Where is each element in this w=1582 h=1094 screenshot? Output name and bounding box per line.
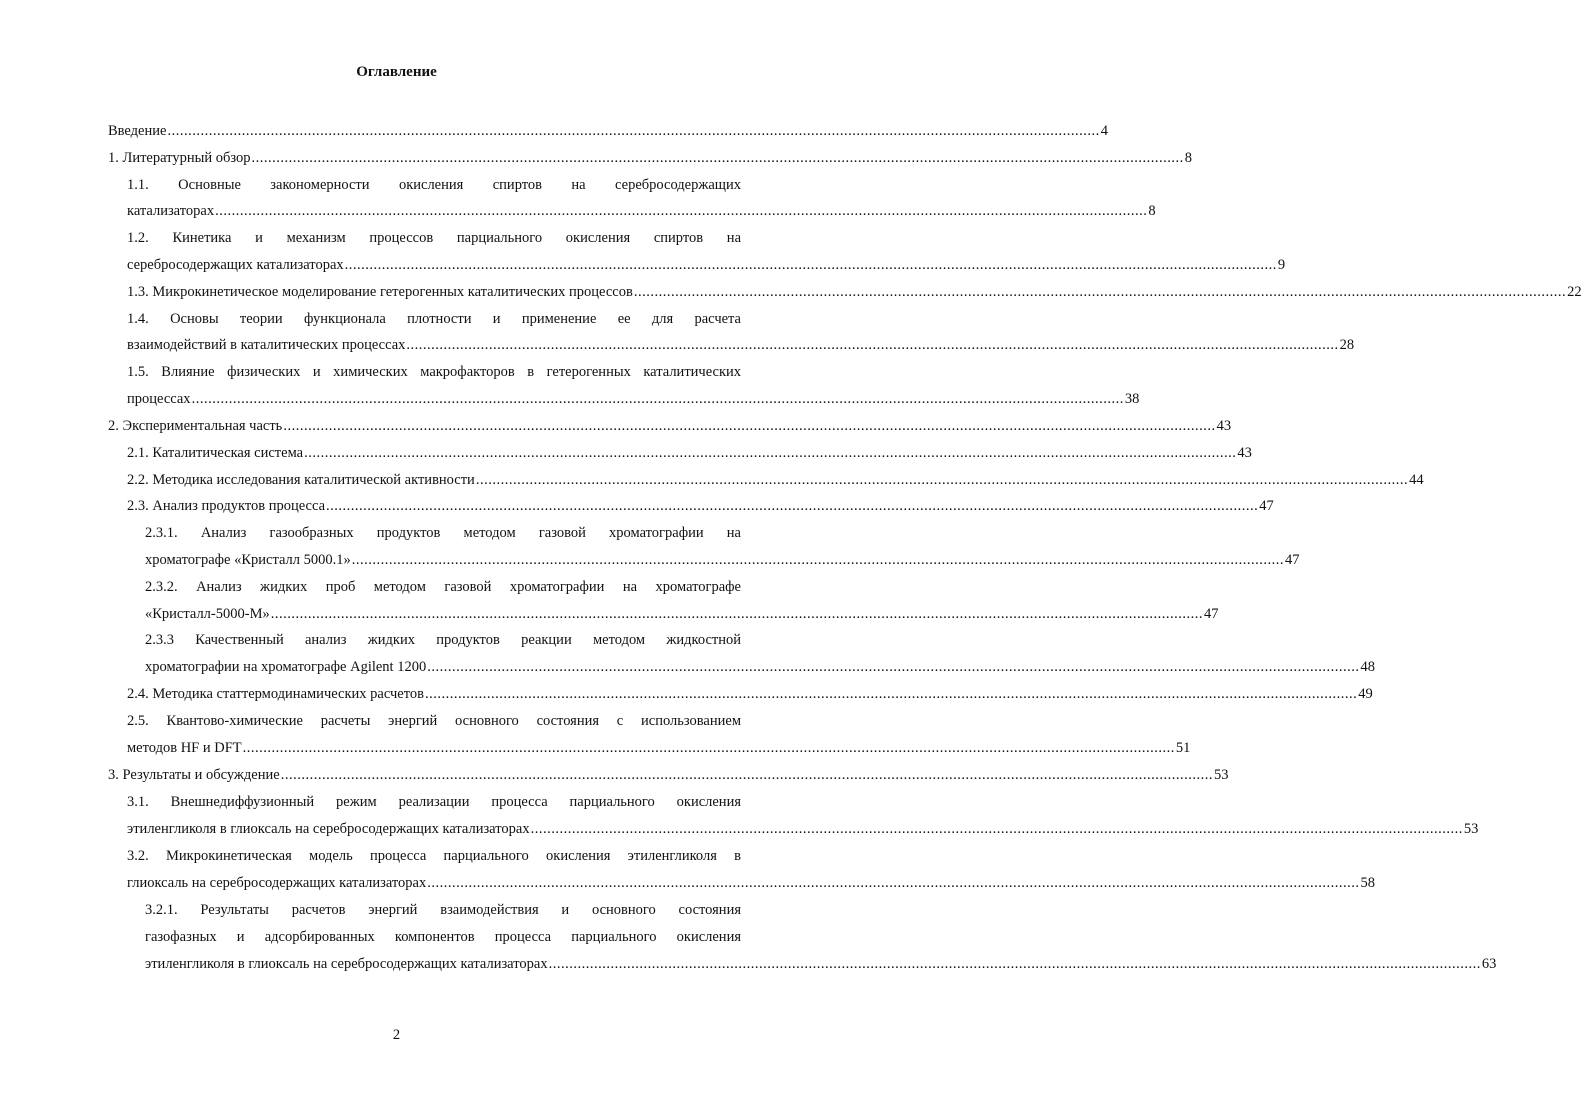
toc-entry-1-2-line-1[interactable]: 1.2. Кинетика и механизм процессов парциального окисления спиртов на <box>127 230 741 246</box>
toc-entry-title: серебросодержащих катализаторах <box>127 257 344 273</box>
toc-entry-title: 2.2. Методика исследования каталитической активности <box>127 472 475 488</box>
toc-entry-title: хроматографе «Кристалл 5000.1» <box>145 552 351 568</box>
toc-entry-page: 44 <box>1409 472 1424 488</box>
toc-entry-chapter-1[interactable] <box>108 149 1192 167</box>
toc-entry-3-1[interactable] <box>127 820 1479 838</box>
toc-entry-1-3[interactable] <box>127 283 1582 301</box>
toc-entry-title: 3. Результаты и обсуждение <box>108 767 280 783</box>
toc-leader: .................................................................................................................................................................................................................................. <box>548 956 1481 972</box>
toc-entry-2-5-line-1[interactable]: 2.5. Квантово-химические расчеты энергий основного состояния с использованием <box>127 713 741 729</box>
toc-entry-title: методов HF и DFT <box>127 740 242 756</box>
toc-leader: .................................................................................................................................................................................................................................. <box>270 606 1203 622</box>
toc-leader: .................................................................................................................................................................................................................................. <box>427 659 1360 675</box>
toc-leader: .................................................................................................................................................................................................................................. <box>215 203 1148 219</box>
toc-entry-2-2[interactable] <box>127 471 1424 489</box>
toc-entry-page: 63 <box>1481 956 1497 972</box>
toc-leader: .................................................................................................................................................................................................................................. <box>406 337 1339 353</box>
toc-entry-title: 2.1. Каталитическая система <box>127 445 304 461</box>
toc-entry-page: 47 <box>1285 552 1300 568</box>
toc-entry-2-3-1[interactable] <box>145 551 1300 569</box>
toc-entry-title: «Кристалл-5000-М» <box>145 606 270 622</box>
toc-entry-page: 43 <box>1216 418 1232 434</box>
toc-entry-title: глиоксаль на серебросодержащих катализаторах <box>127 875 427 891</box>
toc-entry-1-5[interactable] <box>127 390 1140 408</box>
toc-entry-2-4[interactable] <box>127 685 1373 703</box>
toc-entry-chapter-2[interactable] <box>108 417 1232 435</box>
toc-leader: .................................................................................................................................................................................................................................. <box>283 418 1216 434</box>
toc-entry-2-3-1-line-1[interactable]: 2.3.1. Анализ газообразных продуктов методом газовой хроматографии на <box>145 525 741 541</box>
toc-leader: .................................................................................................................................................................................................................................. <box>427 875 1360 891</box>
toc-entry-page: 53 <box>1463 821 1479 837</box>
toc-entry-title: 1. Литературный обзор <box>108 150 251 166</box>
toc-entry-page: 8 <box>1148 203 1156 219</box>
toc-entry-3-2-1-line-2[interactable]: газофазных и адсорбированных компонентов процесса парциального окисления <box>145 929 741 945</box>
toc-entry-2-3-3[interactable] <box>145 658 1375 676</box>
toc-leader: .................................................................................................................................................................................................................................. <box>167 123 1100 139</box>
toc-entry-title: катализаторах <box>127 203 215 219</box>
toc-entry-2-3-2-line-1[interactable]: 2.3.2. Анализ жидких проб методом газовой хроматографии на хроматографе <box>145 579 741 595</box>
toc-entry-page: 51 <box>1175 740 1191 756</box>
toc-entry-title: хроматографии на хроматографе Agilent 1200 <box>145 659 427 675</box>
toc-entry-title: 2.4. Методика статтермодинамических расчетов <box>127 686 424 702</box>
toc-leader: .................................................................................................................................................................................................................................. <box>191 391 1124 407</box>
toc-leader: .................................................................................................................................................................................................................................. <box>280 767 1213 783</box>
toc-entry-page: 9 <box>1277 257 1286 273</box>
toc-entry-3-2-1-line-1[interactable]: 3.2.1. Результаты расчетов энергий взаимодействия и основного состояния <box>145 902 741 918</box>
toc-entry-page: 43 <box>1237 445 1252 461</box>
toc-entry-title: этиленгликоля в глиоксаль на серебросодержащих катализаторах <box>127 821 530 837</box>
toc-entry-title: 2.3. Анализ продуктов процесса <box>127 498 326 514</box>
toc-leader: .................................................................................................................................................................................................................................. <box>304 445 1237 461</box>
toc-entry-page: 58 <box>1360 875 1375 891</box>
toc-leader: .................................................................................................................................................................................................................................. <box>424 686 1358 702</box>
toc-entry-2-5[interactable] <box>127 739 1191 757</box>
toc-entry-page: 47 <box>1259 498 1274 514</box>
toc-entry-1-1[interactable] <box>127 202 1156 220</box>
toc-entry-chapter-3[interactable] <box>108 766 1229 784</box>
toc-entry-introduction[interactable] <box>108 122 1108 140</box>
toc-entry-1-1-line-1[interactable]: 1.1. Основные закономерности окисления спиртов на серебросодержащих <box>127 177 741 193</box>
toc-entry-title: 1.3. Микрокинетическое моделирование гетерогенных каталитических процессов <box>127 284 633 300</box>
toc-leader: .................................................................................................................................................................................................................................. <box>351 552 1285 568</box>
toc-entry-page: 49 <box>1358 686 1373 702</box>
toc-leader: .................................................................................................................................................................................................................................. <box>326 498 1259 514</box>
toc-entry-title: процессах <box>127 391 191 407</box>
toc-entry-1-5-line-1[interactable]: 1.5. Влияние физических и химических макрофакторов в гетерогенных каталитических <box>127 364 741 380</box>
page-number: 2 <box>392 1027 401 1043</box>
toc-entry-page: 22 <box>1567 284 1582 300</box>
toc-entry-title: этиленгликоля в глиоксаль на серебросодержащих катализаторах <box>145 956 548 972</box>
toc-entry-2-3[interactable] <box>127 497 1274 515</box>
toc-leader: .................................................................................................................................................................................................................................. <box>344 257 1277 273</box>
toc-entry-1-2[interactable] <box>127 256 1286 274</box>
toc-entry-page: 28 <box>1339 337 1355 353</box>
toc-entry-page: 4 <box>1100 123 1108 139</box>
toc-entry-1-4[interactable] <box>127 336 1355 354</box>
toc-entry-page: 53 <box>1213 767 1229 783</box>
toc-leader: .................................................................................................................................................................................................................................. <box>633 284 1567 300</box>
toc-leader: .................................................................................................................................................................................................................................. <box>242 740 1175 756</box>
toc-entry-page: 48 <box>1360 659 1375 675</box>
toc-leader: .................................................................................................................................................................................................................................. <box>251 150 1184 166</box>
toc-leader: .................................................................................................................................................................................................................................. <box>475 472 1409 488</box>
page-title: Оглавление <box>356 64 437 80</box>
toc-leader: .................................................................................................................................................................................................................................. <box>530 821 1463 837</box>
toc-entry-title: взаимодействий в каталитических процессах <box>127 337 406 353</box>
toc-entry-title: 2. Экспериментальная часть <box>108 418 283 434</box>
toc-entry-page: 8 <box>1184 150 1192 166</box>
toc-entry-3-1-line-1[interactable]: 3.1. Внешнедиффузионный режим реализации процесса парциального окисления <box>127 794 741 810</box>
toc-entry-3-2-line-1[interactable]: 3.2. Микрокинетическая модель процесса парциального окисления этиленгликоля в <box>127 848 741 864</box>
toc-entry-2-1[interactable] <box>127 444 1252 462</box>
toc-entry-title: Введение <box>108 123 167 139</box>
toc-entry-2-3-2[interactable] <box>145 605 1219 623</box>
toc-entry-3-2[interactable] <box>127 874 1375 892</box>
toc-entry-3-2-1[interactable] <box>145 955 1497 973</box>
toc-entry-2-3-3-line-1[interactable]: 2.3.3 Качественный анализ жидких продуктов реакции методом жидкостной <box>145 632 741 648</box>
toc-entry-page: 47 <box>1203 606 1219 622</box>
toc-entry-1-4-line-1[interactable]: 1.4. Основы теории функционала плотности и применение ее для расчета <box>127 311 741 327</box>
toc-entry-page: 38 <box>1124 391 1140 407</box>
